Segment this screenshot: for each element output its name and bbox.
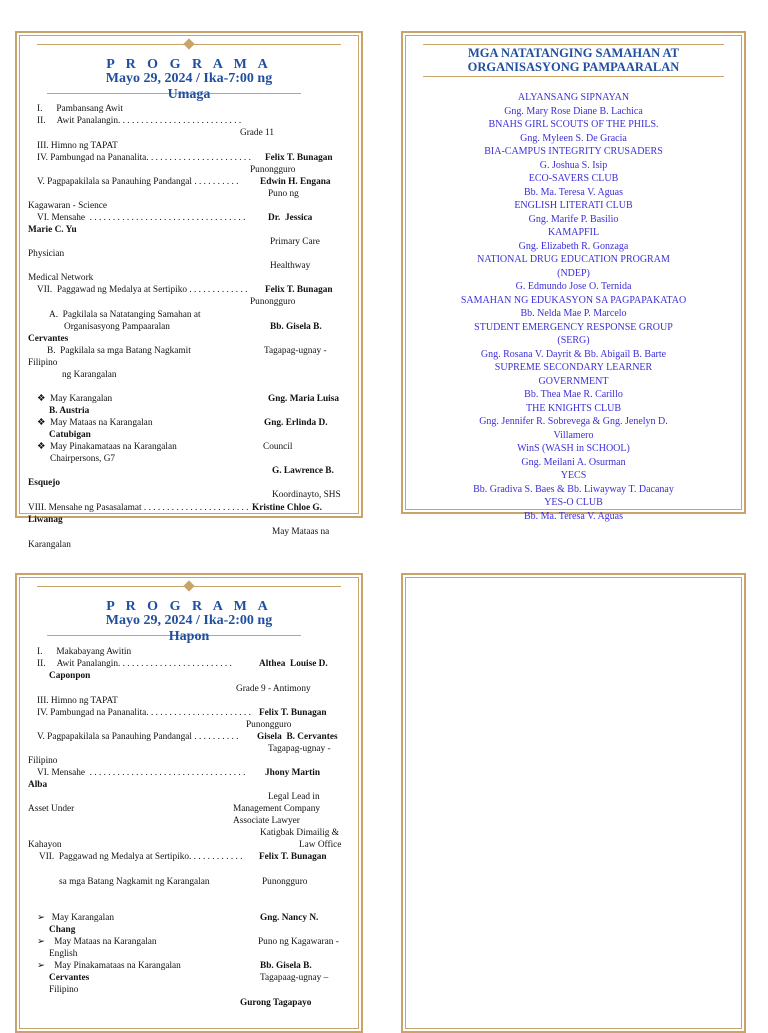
program-line: V. Pagpapakilala sa Panauhing Pandangal . . . . . . . . . . <box>37 177 239 187</box>
program-line: Puno ng <box>268 189 299 199</box>
ornament-divider-top <box>423 44 724 45</box>
program-panel-morning <box>15 31 363 550</box>
org-row: BNAHS GIRL SCOUTS OF THE PHILS. <box>488 119 659 130</box>
org-row: YECS <box>560 470 587 481</box>
org-row: Gng. Rosana V. Dayrit & Bb. Abigail B. Barte <box>480 348 667 360</box>
program-line: Felix T. Bunagan <box>259 852 327 862</box>
program-line: Felix T. Bunagan <box>259 708 327 718</box>
program-line: Punongguro <box>246 720 292 730</box>
program-date: Mayo 29, 2024 / Ika-2:00 ng <box>105 613 273 628</box>
program-line: Edwin H. Engana <box>260 177 331 187</box>
program-line: Medical Network <box>28 273 94 283</box>
program-line: Gng. Nancy N. <box>260 913 319 923</box>
program-line: Kagawaran - Science <box>28 201 107 211</box>
organizations-panel <box>401 31 746 522</box>
program-line: III. Himno ng TAPAT <box>37 696 118 706</box>
org-row: Gng. Meilani A. Osurman <box>521 456 626 468</box>
program-line: ❖ May Karangalan <box>37 394 113 404</box>
org-row: KAMAPFIL <box>547 227 600 238</box>
program-line: Puno ng Kagawaran - <box>258 937 339 947</box>
program-line: Bb. Gisela B. <box>270 322 322 332</box>
program-line: Tagapag-ugnay - <box>268 744 331 754</box>
program-line: Punongguro <box>262 877 308 887</box>
org-row: ENGLISH LITERATI CLUB <box>514 200 633 211</box>
program-line: Chairpersons, G7 <box>50 454 116 464</box>
program-line: English <box>49 949 78 959</box>
program-line: Cervantes <box>49 973 90 983</box>
org-row: G. Edmundo Jose O. Ternida <box>515 281 632 292</box>
org-row: ALYANSANG SIPNAYAN <box>517 92 630 103</box>
program-line: Healthway <box>270 261 311 271</box>
program-line: Council <box>263 442 293 452</box>
program-line: Kristine Chloe G. <box>252 503 322 513</box>
org-row: Gng. Myleen S. De Gracia <box>520 132 627 144</box>
program-line: Esquejo <box>28 478 61 488</box>
program-line: B. Pagkilala sa mga Batang Nagkamit <box>47 346 191 356</box>
program-line: Koordinayto, SHS <box>272 490 341 500</box>
program-line: ❖ May Pinakamataas na Karangalan <box>37 442 177 452</box>
org-row: Gng. Marife P. Basilio <box>528 213 619 225</box>
org-row: Bb. Ma. Teresa V. Aguas <box>523 510 624 522</box>
program-line: Felix T. Bunagan <box>265 285 333 295</box>
program-line: I. Pambansang Awit <box>37 104 123 114</box>
program-title: P R O G R A M A <box>106 57 272 72</box>
program-line: Associate Lawyer <box>233 816 300 826</box>
org-row: WinS (WASH in SCHOOL) <box>517 443 630 454</box>
program-line: Tagapag-ugnay - <box>264 346 327 356</box>
program-line: Bb. Gisela B. <box>260 961 312 971</box>
org-row: Gng. Mary Rose Diane B. Lachica <box>504 105 643 117</box>
org-row: THE KNIGHTS CLUB <box>526 402 621 414</box>
program-line: Asset Under <box>28 804 75 814</box>
org-row: Gng. Jennifer R. Sobrevega & Gng. Jenelyn D. <box>479 416 668 427</box>
org-row: Gng. Elizabeth R. Gonzaga <box>518 240 629 252</box>
program-line: Organisasyong Pampaaralan <box>64 322 170 332</box>
program-line: Alba <box>28 780 48 790</box>
program-line: Katigbak Dimailig & <box>260 828 340 838</box>
ornament-diamond <box>183 38 194 49</box>
program-line: Filipino <box>28 756 58 766</box>
program-line: Chang <box>49 925 76 935</box>
program-line: Law Office <box>299 840 342 850</box>
program-line: Felix T. Bunagan <box>265 153 333 163</box>
program-title: P R O G R A M A <box>106 599 272 614</box>
program-line: Primary Care <box>270 237 320 247</box>
program-line: Dr. Jessica <box>268 213 313 223</box>
program-line: sa mga Batang Nagkamit ng Karangalan <box>59 877 210 887</box>
program-line: VIII. Mensahe ng Pasasalamat . . . . . . . . . . . . . . . . . . . . . . . <box>28 503 249 513</box>
program-line: II. Awit Panalangin. . . . . . . . . . . . . . . . . . . . . . . . . . . <box>37 116 242 126</box>
org-row: G. Joshua S. Isip <box>539 159 608 171</box>
program-line: IV. Pambungad na Pananalita. . . . . . . . . . . . . . . . . . . . . . . <box>37 153 251 163</box>
org-row: (SERG) <box>557 335 590 346</box>
program-date: Mayo 29, 2024 / Ika-7:00 ng <box>105 71 273 86</box>
program-line: IV. Pambungad na Pananalita. . . . . . . . . . . . . . . . . . . . . . . <box>37 708 251 718</box>
org-row: STUDENT EMERGENCY RESPONSE GROUP <box>474 321 673 333</box>
program-line: Grade 9 - Antimony <box>236 684 311 694</box>
program-time: Hapon <box>168 629 210 644</box>
org-row: Bb. Gradiva S. Baes & Bb. Liwayway T. Dacanay <box>473 483 674 495</box>
program-line: Cervantes <box>28 334 69 344</box>
org-row: SAMAHAN NG EDUKASYON SA PAGPAPAKATAO <box>460 294 687 306</box>
organizations-header-line: MGA NATATANGING SAMAHAN AT <box>468 46 679 60</box>
program-line: Punongguro <box>250 297 296 307</box>
program-panel-afternoon <box>15 573 363 1033</box>
program-line: Gng. Maria Luisa <box>268 394 340 404</box>
program-line: VII. Paggawad ng Medalya at Sertipiko . . . . . . . . . . . . . <box>37 285 248 295</box>
program-line: Kahayon <box>28 840 62 850</box>
program-line: Grade 11 <box>240 128 274 138</box>
program-line: Gng. Erlinda D. <box>264 418 328 428</box>
program-line: G. Lawrence B. <box>272 466 334 476</box>
program-line: ➢ May Mataas na Karangalan <box>37 937 157 947</box>
program-line: Punongguro <box>250 165 296 175</box>
organizations-list <box>403 91 744 523</box>
org-row: Bb. Nelda Mae P. Marcelo <box>520 308 627 319</box>
program-line: Gisela B. Cervantes <box>257 732 338 742</box>
blank-panel <box>401 573 746 1033</box>
program-line: VI. Mensahe . . . . . . . . . . . . . . . . . . . . . . . . . . . . . . . . . . <box>37 768 246 778</box>
program-line: May Mataas na <box>272 527 330 537</box>
program-line: B. Austria <box>49 406 90 416</box>
program-line: Physician <box>28 249 65 259</box>
program-line: V. Pagpapakilala sa Panauhing Pandangal . . . . . . . . . . <box>37 732 239 742</box>
organizations-header-line: ORGANISASYONG PAMPAARALAN <box>467 60 680 74</box>
org-row: GOVERNMENT <box>538 375 609 387</box>
program-line: II. Awit Panalangin. . . . . . . . . . . . . . . . . . . . . . . . . <box>37 659 232 669</box>
program-line: ng Karangalan <box>62 370 117 380</box>
program-line: Management Company <box>233 804 321 814</box>
org-row: ECO-SAVERS CLUB <box>528 173 619 184</box>
program-line: Legal Lead in <box>268 792 320 802</box>
program-line: VII. Paggawad ng Medalya at Sertipiko. . . . . . . . . . . . <box>39 852 243 862</box>
program-line: ➢ May Karangalan <box>37 913 114 923</box>
program-line: Filipino <box>28 358 58 368</box>
program-line: III. Himno ng TAPAT <box>37 141 118 151</box>
ornament-diamond <box>183 580 194 591</box>
program-line: Jhony Martin <box>265 768 321 778</box>
ornament-divider-bottom <box>423 76 724 77</box>
program-line: Althea Louise D. <box>259 659 328 669</box>
org-row: Villamero <box>553 429 594 441</box>
org-row: Bb. Ma. Teresa V. Aguas <box>523 186 624 198</box>
program-line: Tagapaag-ugnay – <box>260 973 329 983</box>
org-row: BIA-CAMPUS INTEGRITY CRUSADERS <box>484 146 663 157</box>
program-line: Marie C. Yu <box>28 225 77 235</box>
program-line: Karangalan <box>28 540 71 550</box>
program-line: ➢ May Pinakamataas na Karangalan <box>37 961 181 971</box>
program-line: Catubigan <box>49 430 91 440</box>
program-time: Umaga <box>167 87 211 102</box>
organizations-header <box>403 46 744 74</box>
program-line: Gurong Tagapayo <box>240 998 312 1008</box>
program-line: Liwanag <box>28 515 63 525</box>
program-line: I. Makabayang Awitin <box>37 647 132 657</box>
program-line: A. Pagkilala sa Natatanging Samahan at <box>49 310 201 320</box>
org-row: (NDEP) <box>557 267 590 279</box>
program-line: Caponpon <box>49 671 91 681</box>
org-row: Bb. Thea Mae R. Carillo <box>524 389 623 400</box>
program-line: ❖ May Mataas na Karangalan <box>37 418 153 428</box>
program-line: Filipino <box>49 985 79 995</box>
program-line: VI. Mensahe . . . . . . . . . . . . . . . . . . . . . . . . . . . . . . . . . . <box>37 213 246 223</box>
org-row: YES-O CLUB <box>544 497 603 508</box>
org-row: SUPREME SECONDARY LEARNER <box>494 362 653 373</box>
org-row: NATIONAL DRUG EDUCATION PROGRAM <box>477 254 670 265</box>
